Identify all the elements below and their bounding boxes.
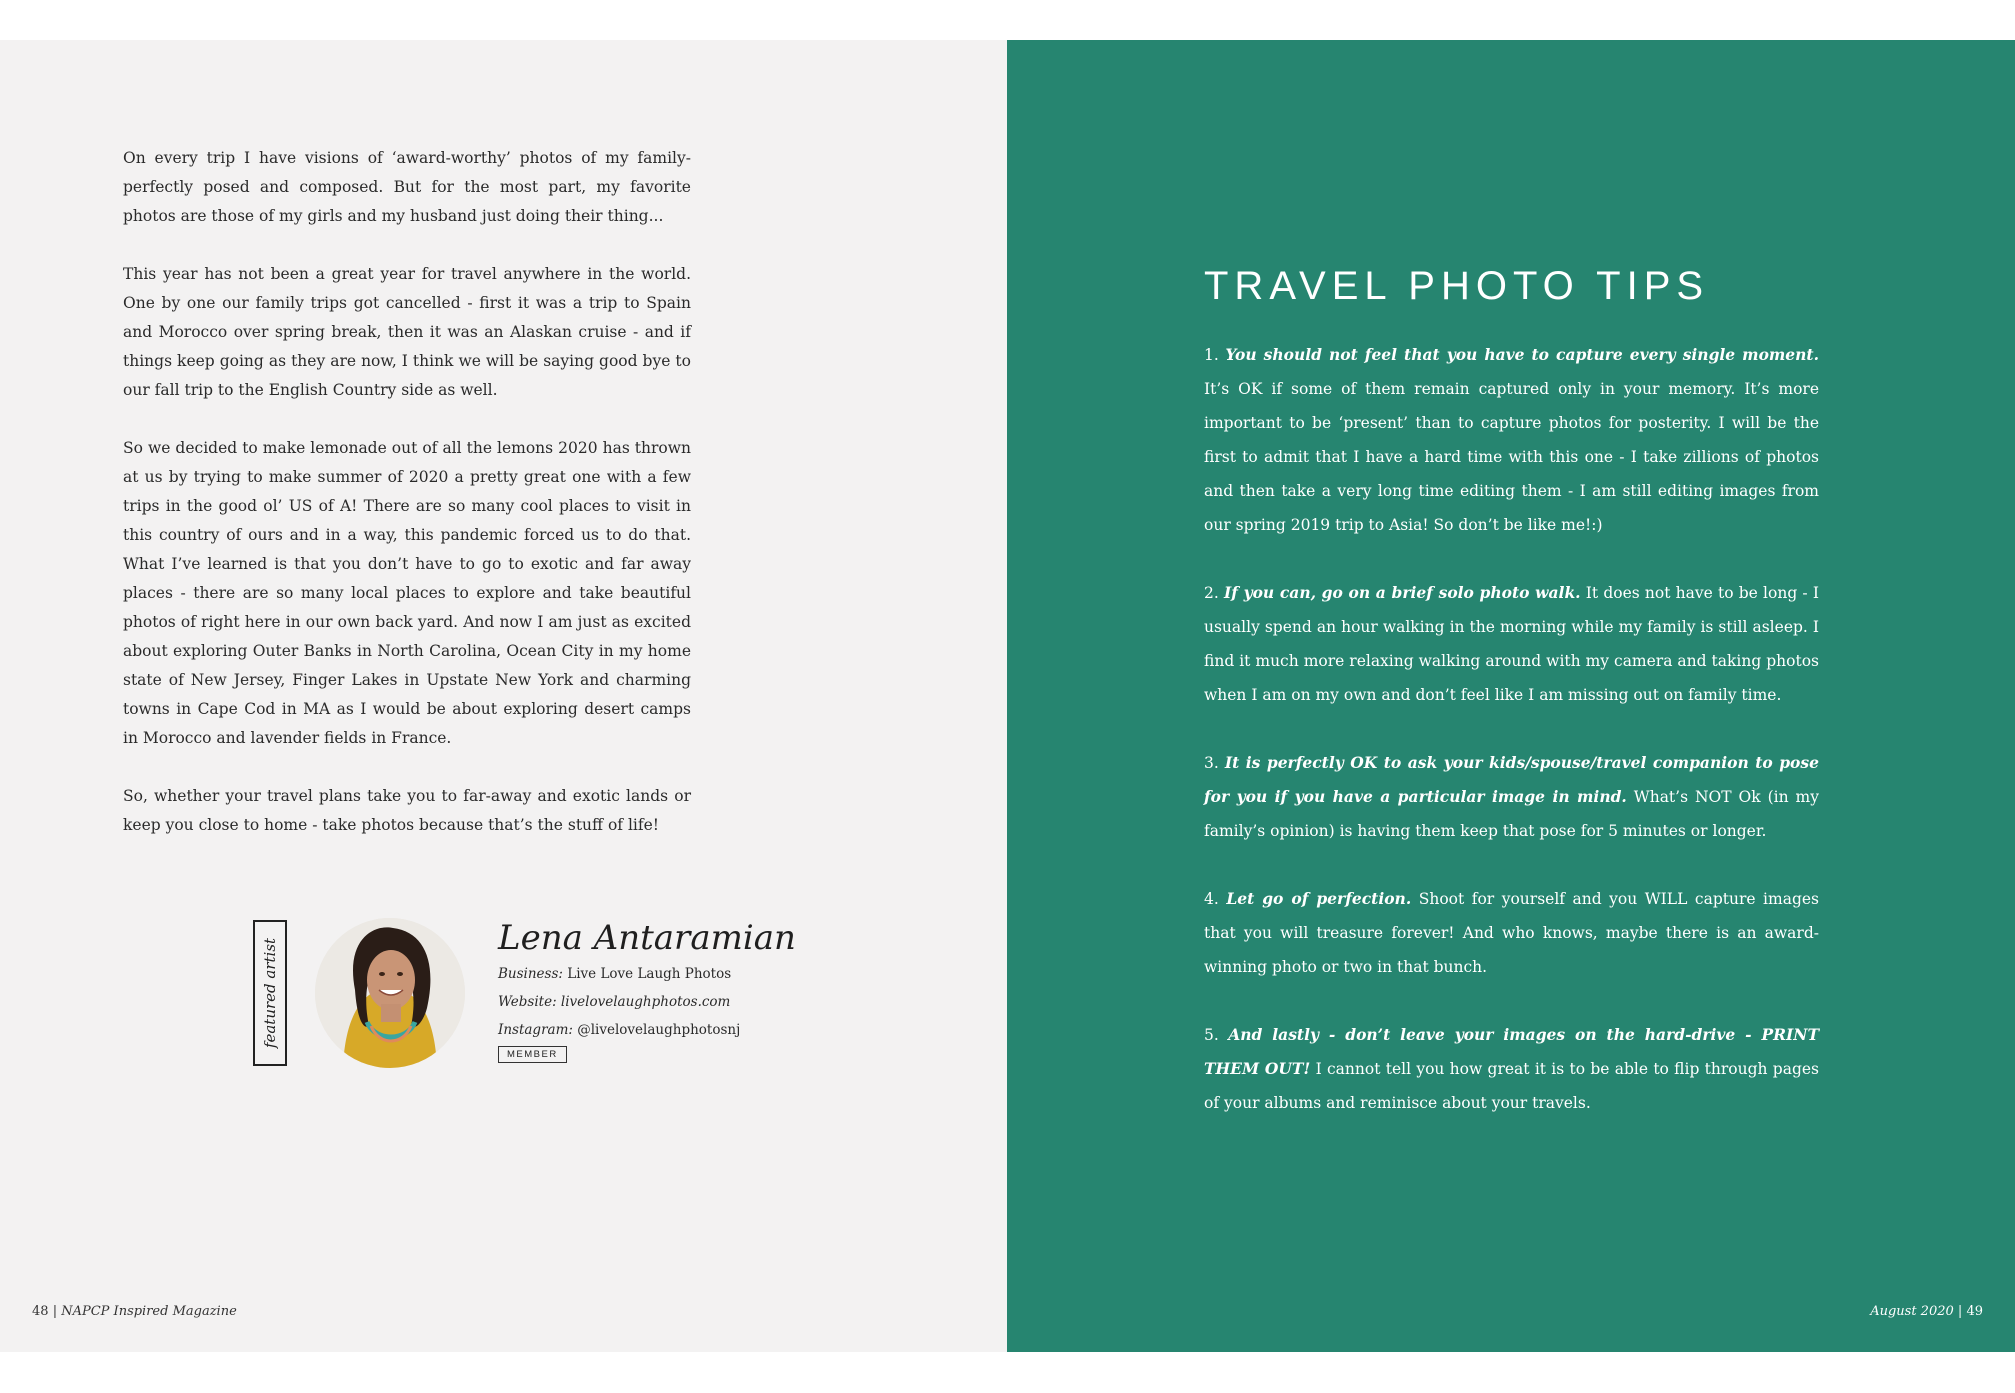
- member-badge: MEMBER: [498, 1046, 567, 1063]
- tip-number: 5.: [1204, 1026, 1219, 1044]
- artist-business: [498, 966, 731, 982]
- list-item: [1204, 1018, 1819, 1120]
- tip-lead: You should not feel that you have to capture every single moment.: [1225, 345, 1819, 364]
- page-number: 49: [1966, 1304, 1983, 1319]
- tip-text: It’s OK if some of them remain captured only in your memory. It’s more important to be ‘present’ than to capture photos for posterity. I will be the first to admit that I have a hard time with this one - I take zillions of photos and then take a very long time editing them - I am still editing images from our spring 2019 trip to Asia! So don’t be like me!:): [1204, 380, 1819, 534]
- paragraph: So we decided to make lemonade out of all the lemons 2020 has thrown at us by trying to make summer of 2020 a pretty great one with a few trips in the good ol’ US of A! There are so many cool places to visit in this country of ours and in a way, this pandemic forced us to do that. What I’ve learned is that you don’t have to go to exotic and far away places - there are so many local places to explore and take beautiful photos of right here in our own back yard. And now I am just as excited about exploring Outer Banks in North Carolina, Ocean City in my home state of New Jersey, Finger Lakes in Upstate New York and charming towns in Cape Cod in MA as I would be about exploring desert camps in Morocco and lavender fields in France.: [123, 439, 691, 747]
- tip-number: 3.: [1204, 754, 1219, 772]
- website-link[interactable]: livelovelaughphotos.com: [560, 994, 731, 1010]
- list-item: [1204, 576, 1819, 712]
- tip-lead: Let go of perfection.: [1226, 889, 1412, 908]
- footer-separator: |: [1957, 1304, 1963, 1319]
- tip-number: 1.: [1204, 346, 1219, 364]
- issue-date: August 2020: [1870, 1304, 1954, 1319]
- right-page: [1007, 40, 2015, 1352]
- magazine-name: NAPCP Inspired Magazine: [61, 1304, 237, 1319]
- paragraph: On every trip I have visions of ‘award-worthy’ photos of my family- perfectly posed and composed. But for the most part, my favorite photos are those of my girls and my husband just doing their thing...: [123, 149, 691, 225]
- instagram-label: Instagram:: [498, 1022, 573, 1038]
- artist-name: Lena Antaramian: [498, 918, 796, 958]
- tip-number: 2.: [1204, 584, 1219, 602]
- list-item: [1204, 338, 1819, 542]
- website-label: Website:: [498, 994, 557, 1010]
- avatar: [315, 918, 465, 1068]
- featured-artist-tag: [253, 920, 287, 1066]
- paragraph: This year has not been a great year for travel anywhere in the world. One by one our family trips got cancelled - first it was a trip to Spain and Morocco over spring break, then it was an Alaskan cruise - and if things keep going as they are now, I think we will be saying good bye to our fall trip to the English Country side as well.: [123, 265, 691, 399]
- tips-list: [1204, 338, 1819, 1154]
- business-value: Live Love Laugh Photos: [567, 966, 732, 982]
- tip-text: What’s NOT Ok (in my family’s opinion) is having them keep that pose for 5 minutes or longer.: [1204, 788, 1819, 840]
- footer-separator: |: [52, 1304, 58, 1319]
- portrait-photo: [315, 918, 465, 1068]
- tip-text: Shoot for yourself and you WILL capture images that you will treasure forever! And who knows, maybe there is an award-winning photo or two in that bunch.: [1204, 890, 1819, 976]
- list-item: [1204, 746, 1819, 848]
- paragraph: So, whether your travel plans take you to far-away and exotic lands or keep you close to home - take photos because that’s the stuff of life!: [123, 787, 691, 834]
- page-title: TRAVEL PHOTO TIPS: [1204, 264, 1710, 308]
- artist-instagram: [498, 1022, 740, 1038]
- left-page: [0, 40, 1007, 1352]
- tip-text: It does not have to be long - I usually spend an hour walking in the morning while my family is still asleep. I find it much more relaxing walking around with my camera and taking photos when I am on my own and don’t feel like I am missing out on family time.: [1204, 584, 1819, 704]
- magazine-spread: [0, 40, 2015, 1352]
- featured-artist-label: featured artist: [261, 937, 279, 1049]
- instagram-handle[interactable]: @livelovelaughphotosnj: [577, 1022, 741, 1038]
- artist-website: [498, 994, 730, 1010]
- tip-number: 4.: [1204, 890, 1219, 908]
- right-page-footer: [1870, 1304, 1983, 1319]
- tip-lead: It is perfectly OK to ask your kids/spouse/travel companion to pose for you if you have a particular image in mind.: [1204, 753, 1819, 806]
- tip-lead: And lastly - don’t leave your images on the hard-drive - PRINT THEM OUT!: [1204, 1025, 1819, 1078]
- article-body: [123, 144, 691, 869]
- featured-artist-card: [253, 918, 813, 1078]
- business-label: Business:: [498, 966, 563, 982]
- tip-text: I cannot tell you how great it is to be able to flip through pages of your albums and reminisce about your travels.: [1204, 1060, 1820, 1112]
- left-page-footer: [32, 1304, 237, 1319]
- page-number: 48: [32, 1304, 49, 1319]
- tip-lead: If you can, go on a brief solo photo walk.: [1224, 583, 1581, 602]
- list-item: [1204, 882, 1819, 984]
